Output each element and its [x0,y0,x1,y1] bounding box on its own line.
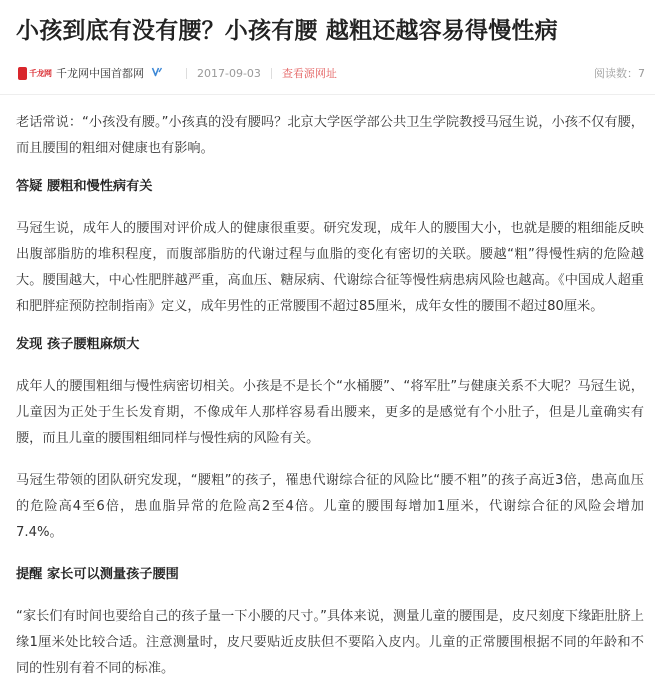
source-logo[interactable] [16,65,50,82]
section-heading: 提醒 家长可以测量孩子腰围 [16,567,179,582]
publish-date: 2017-09-03 [197,66,261,80]
paragraph: 马冠生说，成年人的腰围对评价成人的健康很重要。研究发现，成年人的腰围大小，也就是腰的粗细能反映出腹部脂肪的堆积程度，而腹部脂肪的代谢过程与血脂的变化有密切的关联。腰越“粗”得慢性病的危险越大。腰围越大，中心性肥胖越严重，高血压、糖尿病、代谢综合征等慢性病患病风险也越高。《中国成人超重和肥胖症预防控制指南》定义，成年男性的正常腰围不超过85厘米，成年女性的腰围不超过80厘米。 [16,221,644,314]
source-name[interactable]: 千龙网中国首都网 [56,67,144,80]
header-divider [0,94,655,95]
paragraph: 成年人的腰围粗细与慢性病密切相关。小孩是不是长个“水桶腰”、“将军肚”与健康关系不大呢？马冠生说，儿童因为正处于生长发育期，不像成年人那样容易看出腰来，更多的是感觉有个小肚子，但是儿童确实有腰，而且儿童的腰围粗细同样与慢性病的风险有关。 [16,379,644,446]
section-heading: 答疑 腰粗和慢性病有关 [16,179,153,194]
meta-separator [186,68,187,79]
logo-mark-icon [18,67,27,80]
paragraph: 马冠生带领的团队研究发现，“腰粗”的孩子，罹患代谢综合征的风险比“腰不粗”的孩子高近3倍，患高血压的危险高4至6倍，患血脂异常的危险高2至4倍。儿童的腰围每增加1厘米，代谢综合征的风险会增加7.4%。 [16,473,644,540]
article-title: 小孩到底有没有腰？小孩有腰 越粗还越容易得慢性病 [16,18,558,44]
read-count: 阅读数：7 [594,67,645,80]
logo-text: 千龙网 [29,68,52,78]
view-source-link[interactable]: 查看源网址 [281,67,337,80]
section-heading: 发现 孩子腰粗麻烦大 [16,337,140,352]
meta-separator [271,68,272,79]
verified-badge-icon [150,66,164,80]
paragraph: 老话常说：“小孩没有腰。”小孩真的没有腰吗？北京大学医学部公共卫生学院教授马冠生说，小孩不仅有腰，而且腰围的粗细对健康也有影响。 [16,115,644,156]
article-body [16,98,644,682]
article-meta [16,63,645,83]
paragraph: “家长们有时间也要给自己的孩子量一下小腰的尺寸。”具体来说，测量儿童的腰围是，皮尺刻度下缘距肚脐上缘1厘米处比较合适。注意测量时，皮尺要贴近皮肤但不要陷入皮内。儿童的正常腰围根据不同的年龄和不同的性别有着不同的标准。 [16,609,644,676]
